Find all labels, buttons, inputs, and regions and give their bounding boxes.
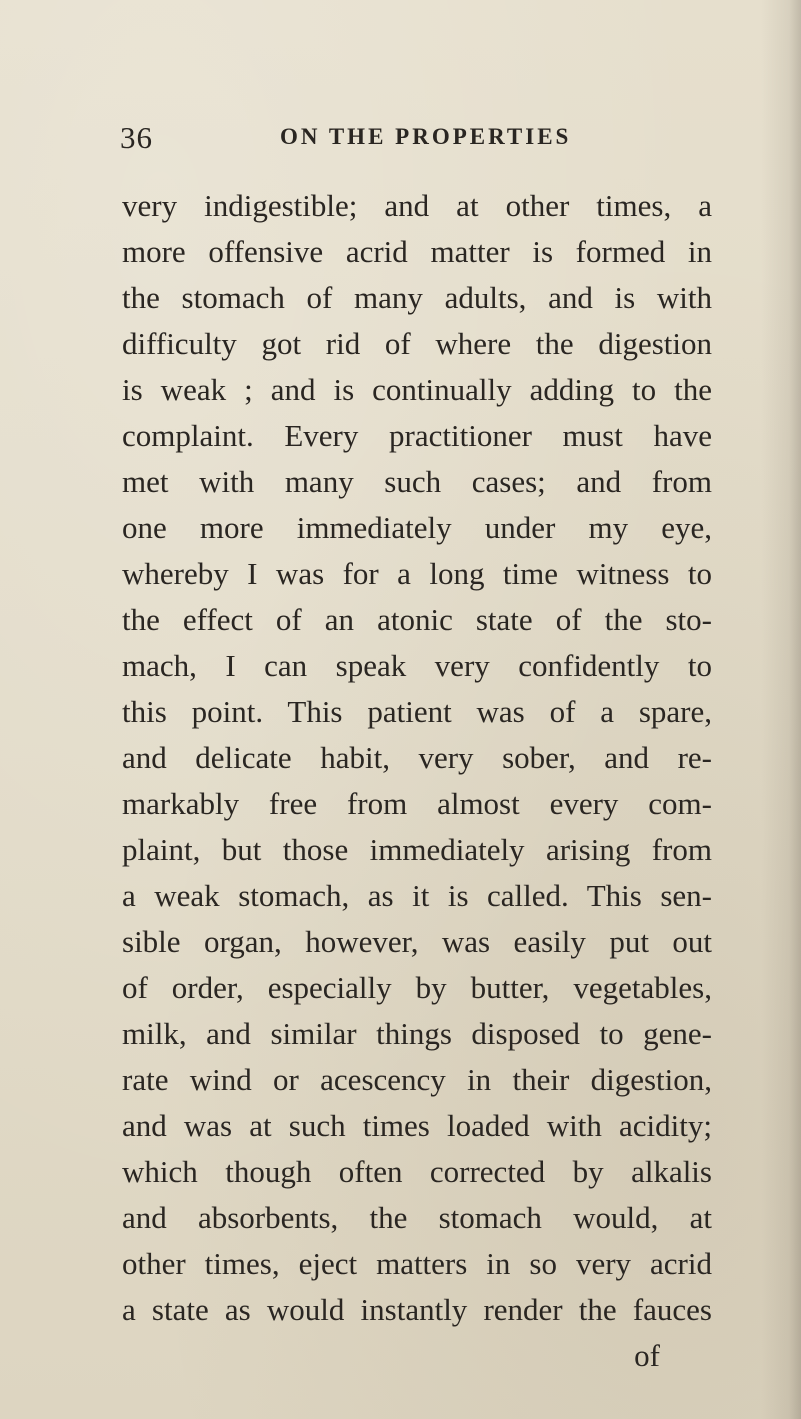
text-line: whereby I was for a long time witness to [122, 556, 712, 591]
text-line: other times, eject matters in so very acrid [122, 1246, 712, 1281]
text-line: milk, and similar things disposed to gene- [122, 1016, 712, 1051]
text-line: markably free from almost every com- [122, 786, 712, 821]
text-line: more offensive acrid matter is formed in [122, 234, 712, 269]
text-line: met with many such cases; and from [122, 464, 712, 499]
text-line: difficulty got rid of where the digestion [122, 326, 712, 361]
text-line: plaint, but those immediately arising from [122, 832, 712, 867]
page-header [120, 120, 740, 164]
text-line: is weak ; and is continually adding to the [122, 372, 712, 407]
catchword: of [634, 1338, 660, 1373]
text-line: and delicate habit, very sober, and re- [122, 740, 712, 775]
text-line: a state as would instantly render the fauces [122, 1292, 712, 1327]
page-edge-shadow [761, 0, 801, 1419]
text-line: rate wind or acescency in their digestion, [122, 1062, 712, 1097]
text-line: the effect of an atonic state of the sto- [122, 602, 712, 637]
text-line: sible organ, however, was easily put out [122, 924, 712, 959]
text-line: mach, I can speak very confidently to [122, 648, 712, 683]
text-line: very indigestible; and at other times, a [122, 188, 712, 223]
page-number: 36 [120, 120, 153, 155]
text-line: which though often corrected by alkalis [122, 1154, 712, 1189]
body-text [122, 183, 712, 1379]
text-line: the stomach of many adults, and is with [122, 280, 712, 315]
text-line: this point. This patient was of a spare, [122, 694, 712, 729]
text-line: one more immediately under my eye, [122, 510, 712, 545]
text-line: and absorbents, the stomach would, at [122, 1200, 712, 1235]
text-line: a weak stomach, as it is called. This sen- [122, 878, 712, 913]
text-line: of order, especially by butter, vegetables, [122, 970, 712, 1005]
running-head: ON THE PROPERTIES [280, 124, 572, 149]
text-line: complaint. Every practitioner must have [122, 418, 712, 453]
text-line: and was at such times loaded with acidity; [122, 1108, 712, 1143]
